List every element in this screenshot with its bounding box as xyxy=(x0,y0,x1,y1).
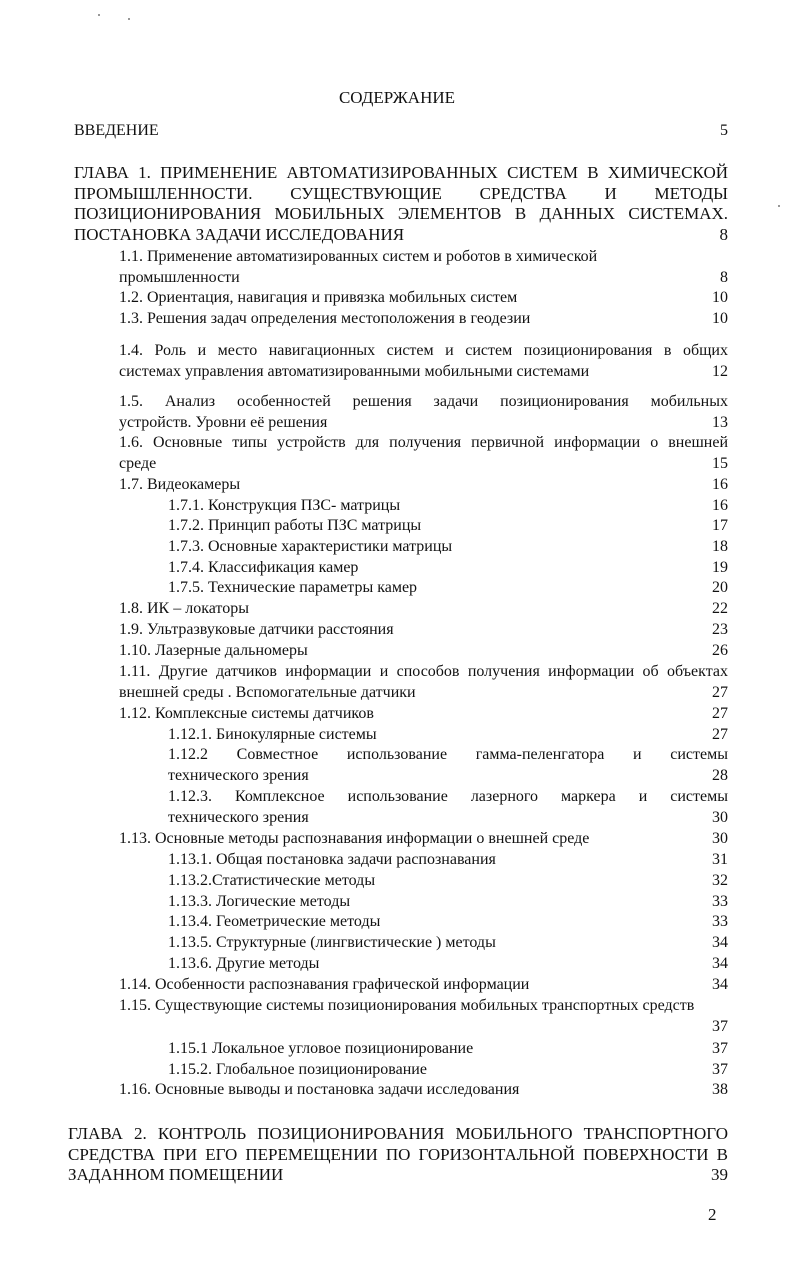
toc-entry xyxy=(168,558,728,579)
toc-entry xyxy=(119,1080,728,1101)
toc-entry xyxy=(119,475,728,496)
chapter-line: ПРОМЫШЛЕННОСТИ. СУЩЕСТВУЮЩИЕ СРЕДСТВА И МЕТОДЫ xyxy=(74,183,728,203)
toc-entry xyxy=(119,704,728,725)
toc-page-number: 38 xyxy=(712,1081,728,1098)
toc-page-number: 13 xyxy=(712,413,728,431)
toc-entry-line: 1.1. Применение автоматизированных систем и роботов в химической xyxy=(119,248,598,265)
toc-entry-line: 1.6. Основные типы устройств для получения первичной информации о внешней xyxy=(119,434,728,451)
toc-page-number: 16 xyxy=(712,476,728,493)
toc-page-number: 8 xyxy=(719,224,728,244)
toc-page-number: 15 xyxy=(712,454,728,472)
toc-entry-line: 1.13.5. Структурные (лингвистические ) методы xyxy=(168,934,496,951)
toc-page-number: 12 xyxy=(712,362,728,380)
toc-page-number: 28 xyxy=(712,766,728,784)
toc-entry xyxy=(119,641,728,662)
toc-entry-line: 1.8. ИК – локаторы xyxy=(119,600,249,617)
toc-entry-line: 1.12.1. Бинокулярные системы xyxy=(168,726,377,743)
toc-entry xyxy=(168,850,728,871)
toc-entry-line: технического зрения xyxy=(168,766,309,784)
toc-entry-line: 1.11. Другие датчиков информации и способов получения информации об объектах xyxy=(119,663,728,680)
toc-entry-line: 1.9. Ультразвуковые датчики расстояния xyxy=(119,621,394,638)
toc-entry-line: системах управления автоматизированными мобильными системами xyxy=(119,362,590,380)
toc-entry xyxy=(168,787,728,828)
toc-entry xyxy=(168,516,728,537)
toc-page-number: 23 xyxy=(712,621,728,638)
toc-page-number: 19 xyxy=(712,559,728,576)
toc-entry-line: 1.12.3. Комплексное использование лазерного маркера и системы xyxy=(168,788,728,805)
chapter-line: ПОСТАНОВКА ЗАДАЧИ ИССЛЕДОВАНИЯ xyxy=(74,224,405,244)
chapter-line: ГЛАВА 1. ПРИМЕНЕНИЕ АВТОМАТИЗИРОВАННЫХ СИСТЕМ В ХИМИЧЕСКОЙ xyxy=(74,163,728,182)
chapter-line: СРЕДСТВА ПРИ ЕГО ПЕРЕМЕЩЕНИИ ПО ГОРИЗОНТАЛЬНОЙ ПОВЕРХНОСТИ В xyxy=(68,1144,728,1164)
toc-entry-intro xyxy=(74,121,728,142)
chapter-line: ПОЗИЦИОНИРОВАНИЯ МОБИЛЬНЫХ ЭЛЕМЕНТОВ В ДАННЫХ СИСТЕМАХ. xyxy=(74,204,728,224)
chapter-line: ЗАДАННОМ ПОМЕЩЕНИИ xyxy=(68,1165,284,1185)
toc-entry xyxy=(119,309,728,330)
toc-entry-label: ВВЕДЕНИЕ xyxy=(74,122,159,139)
toc-entry xyxy=(119,599,728,620)
scan-speck xyxy=(128,18,130,20)
toc-entry-line: технического зрения xyxy=(168,808,309,826)
toc-entry-line: 1.15. Существующие системы позиционирования мобильных транспортных средств xyxy=(119,997,695,1014)
toc-page-number: 37 xyxy=(712,1017,728,1035)
toc-entry xyxy=(119,288,728,309)
toc-entry xyxy=(119,392,728,433)
toc-entry xyxy=(119,662,728,703)
toc-entry xyxy=(168,933,728,954)
toc-page-number: 8 xyxy=(720,268,728,286)
toc-page-number: 32 xyxy=(712,872,728,889)
toc-page-number: 27 xyxy=(712,705,728,722)
toc-entry-line: 1.7.3. Основные характеристики матрицы xyxy=(168,538,453,555)
toc-entry xyxy=(168,1039,728,1060)
toc-entry-line: 1.13.4. Геометрические методы xyxy=(168,913,381,930)
toc-page-number: 27 xyxy=(712,683,728,701)
toc-entry-line: 1.12.2 Совместное использование гамма-пеленгатора и системы xyxy=(168,746,728,763)
toc-page-number: 39 xyxy=(711,1165,728,1185)
toc-entry xyxy=(168,496,728,517)
toc-entry xyxy=(168,537,728,558)
toc-page-number: 5 xyxy=(720,122,728,139)
toc-entry xyxy=(119,341,728,382)
toc-entry-line: 1.7.1. Конструкция ПЗС- матрицы xyxy=(168,497,401,514)
toc-entry-line: 1.12. Комплексные системы датчиков xyxy=(119,705,374,722)
toc-chapter-1 xyxy=(74,163,728,245)
toc-entry-line: 1.15.1 Локальное угловое позиционирование xyxy=(168,1040,474,1057)
toc-page-number: 34 xyxy=(712,955,728,972)
toc-page-number: 34 xyxy=(712,976,728,993)
toc-page-number: 34 xyxy=(712,934,728,951)
scan-speck xyxy=(778,205,780,207)
toc-entry-line: среде xyxy=(119,454,157,472)
chapter-line: ГЛАВА 2. КОНТРОЛЬ ПОЗИЦИОНИРОВАНИЯ МОБИЛЬНОГО ТРАНСПОРТНОГО xyxy=(68,1124,728,1143)
toc-entry xyxy=(168,871,728,892)
toc-page-number: 20 xyxy=(712,579,728,596)
toc-page-number: 37 xyxy=(712,1061,728,1078)
toc-entry xyxy=(119,829,728,850)
toc-entry-line: 1.13.6. Другие методы xyxy=(168,955,320,972)
toc-entry-line: 1.15.2. Глобальное позиционирование xyxy=(168,1061,427,1078)
toc-entry-line: 1.4. Роль и место навигационных систем и систем позиционирования в общих xyxy=(119,342,728,359)
toc-entry-line: 1.14. Особенности распознавания графической информации xyxy=(119,976,530,993)
toc-page-number: 10 xyxy=(712,289,728,306)
toc-page-number: 33 xyxy=(712,893,728,910)
toc-entry-line: 1.7.2. Принцип работы ПЗС матрицы xyxy=(168,517,422,534)
toc-entry xyxy=(168,725,728,746)
toc-entry-line: 1.5. Анализ особенностей решения задачи позиционирования мобильных xyxy=(119,393,728,410)
toc-entry-line: устройств. Уровни её решения xyxy=(119,413,328,431)
toc-entry-line: 1.7.5. Технические параметры камер xyxy=(168,579,418,596)
toc-page-number: 18 xyxy=(712,538,728,555)
toc-entry-line: 1.10. Лазерные дальномеры xyxy=(119,642,308,659)
toc-page-number: 22 xyxy=(712,600,728,617)
toc-entry-line: 1.13.1. Общая постановка задачи распознавания xyxy=(168,851,496,868)
toc-entry xyxy=(168,745,728,786)
toc-entry xyxy=(119,975,728,996)
toc-page-number: 16 xyxy=(712,497,728,514)
toc-page-number: 31 xyxy=(712,851,728,868)
toc-entry xyxy=(119,247,728,288)
toc-title: СОДЕРЖАНИЕ xyxy=(338,88,456,107)
toc-entry-line: 1.7. Видеокамеры xyxy=(119,476,241,493)
toc-entry xyxy=(119,620,728,641)
toc-entry xyxy=(168,954,728,975)
toc-entry-line: 1.13.2.Статистические методы xyxy=(168,872,376,889)
toc-page-number: 26 xyxy=(712,642,728,659)
toc-entry-line: 1.13.3. Логические методы xyxy=(168,893,351,910)
toc-page-number: 37 xyxy=(712,1040,728,1057)
toc-chapter-2 xyxy=(68,1124,728,1186)
toc-entry xyxy=(119,996,728,1037)
toc-entry-line: 1.7.4. Классификация камер xyxy=(168,559,359,576)
toc-page-number: 10 xyxy=(712,310,728,327)
toc-page-number: 30 xyxy=(712,808,728,826)
page-number: 2 xyxy=(708,1205,717,1224)
toc-entry xyxy=(168,892,728,913)
toc-entry xyxy=(168,1060,728,1081)
toc-entry-line: внешней среды . Вспомогательные датчики xyxy=(119,683,416,701)
toc-entry-line: промышленности xyxy=(119,268,240,286)
toc-entry-line: 1.3. Решения задач определения местоположения в геодезии xyxy=(119,310,531,327)
toc-page-number: 30 xyxy=(712,830,728,847)
toc-entry-line: 1.16. Основные выводы и постановка задачи исследования xyxy=(119,1081,520,1098)
toc-page-number: 33 xyxy=(712,913,728,930)
toc-entry-line: 1.13. Основные методы распознавания информации о внешней среде xyxy=(119,830,590,847)
toc-page-number: 27 xyxy=(712,726,728,743)
toc-entry xyxy=(168,578,728,599)
toc-entry xyxy=(168,912,728,933)
toc-entry xyxy=(119,433,728,474)
toc-entry-line: 1.2. Ориентация, навигация и привязка мобильных систем xyxy=(119,289,518,306)
scan-speck xyxy=(98,14,100,16)
toc-page-number: 17 xyxy=(712,517,728,534)
